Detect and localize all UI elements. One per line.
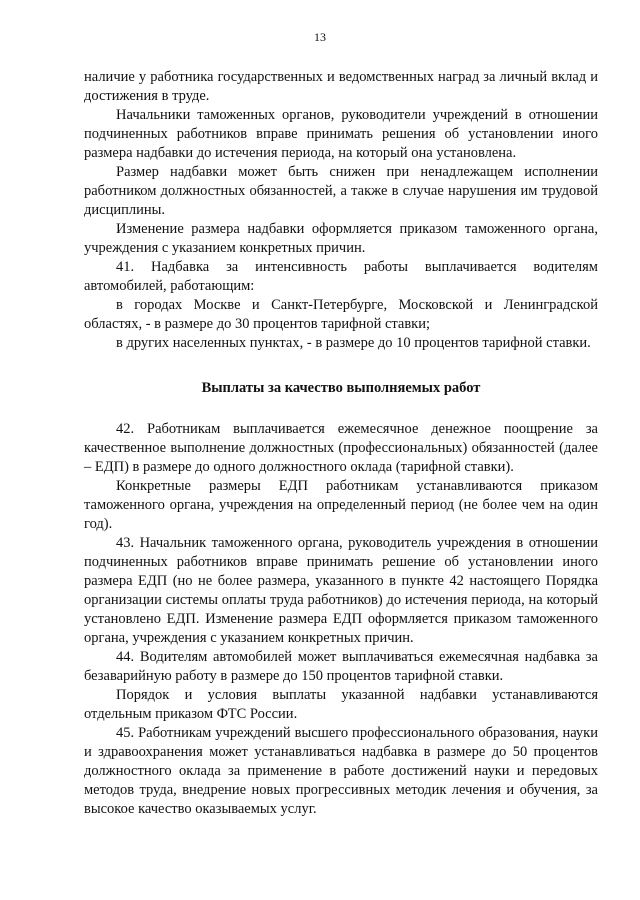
paragraph: Конкретные размеры ЕДП работникам устанавливаются приказом таможенного органа, учреждения на определенный период (не более чем на один год). (84, 478, 598, 532)
document-body (84, 68, 598, 819)
paragraph: Порядок и условия выплаты указанной надбавки устанавливаются отдельным приказом ФТС России. (84, 687, 598, 722)
paragraph: 45. Работникам учреждений высшего профессионального образования, науки и здравоохранения может устанавливаться надбавка в размере до 50 процентов должностного оклада за применение в работе достижений науки и передовых методов труда, внедрение новых прогрессивных методик лечения и обучения, за высокое качество оказываемых услуг. (84, 725, 598, 817)
paragraph: 43. Начальник таможенного органа, руководитель учреждения в отношении подчиненных работников вправе принимать решение об установлении иного размера ЕДП (но не более размера, указанного в пункте 42 настоящего Порядка организации системы оплаты труда работников) до истечения периода, на который установлено ЕДП. Изменение размера ЕДП оформляется приказом таможенного органа, учреждения с указанием конкретных причин. (84, 535, 598, 646)
paragraph: наличие у работника государственных и ведомственных наград за личный вклад и достижения в труде. (84, 69, 598, 104)
page-number: 13 (314, 30, 326, 44)
section-heading: Выплаты за качество выполняемых работ (201, 380, 481, 396)
paragraph: Изменение размера надбавки оформляется приказом таможенного органа, учреждения с указанием конкретных причин. (84, 221, 598, 256)
paragraph: в других населенных пунктах, - в размере до 10 процентов тарифной ставки. (116, 335, 591, 351)
paragraph: Начальники таможенных органов, руководители учреждений в отношении подчиненных работников вправе принимать решения об установлении иного размера надбавки до истечения периода, на который она установлена. (84, 107, 598, 161)
paragraph: Размер надбавки может быть снижен при ненадлежащем исполнении работником должностных обязанностей, а также в случае нарушения им трудовой дисциплины. (84, 164, 598, 218)
paragraph: 44. Водителям автомобилей может выплачиваться ежемесячная надбавка за безаварийную работу в размере до 150 процентов тарифной ставки. (84, 649, 598, 684)
paragraph: 42. Работникам выплачивается ежемесячное денежное поощрение за качественное выполнение должностных (профессиональных) обязанностей (далее – ЕДП) в размере до одного должностного оклада (тарифной ставки). (84, 421, 598, 475)
paragraph: в городах Москве и Санкт-Петербурге, Московской и Ленинградской областях, - в размере до 30 процентов тарифной ставки; (84, 297, 598, 332)
paragraph: 41. Надбавка за интенсивность работы выплачивается водителям автомобилей, работающим: (84, 259, 598, 294)
